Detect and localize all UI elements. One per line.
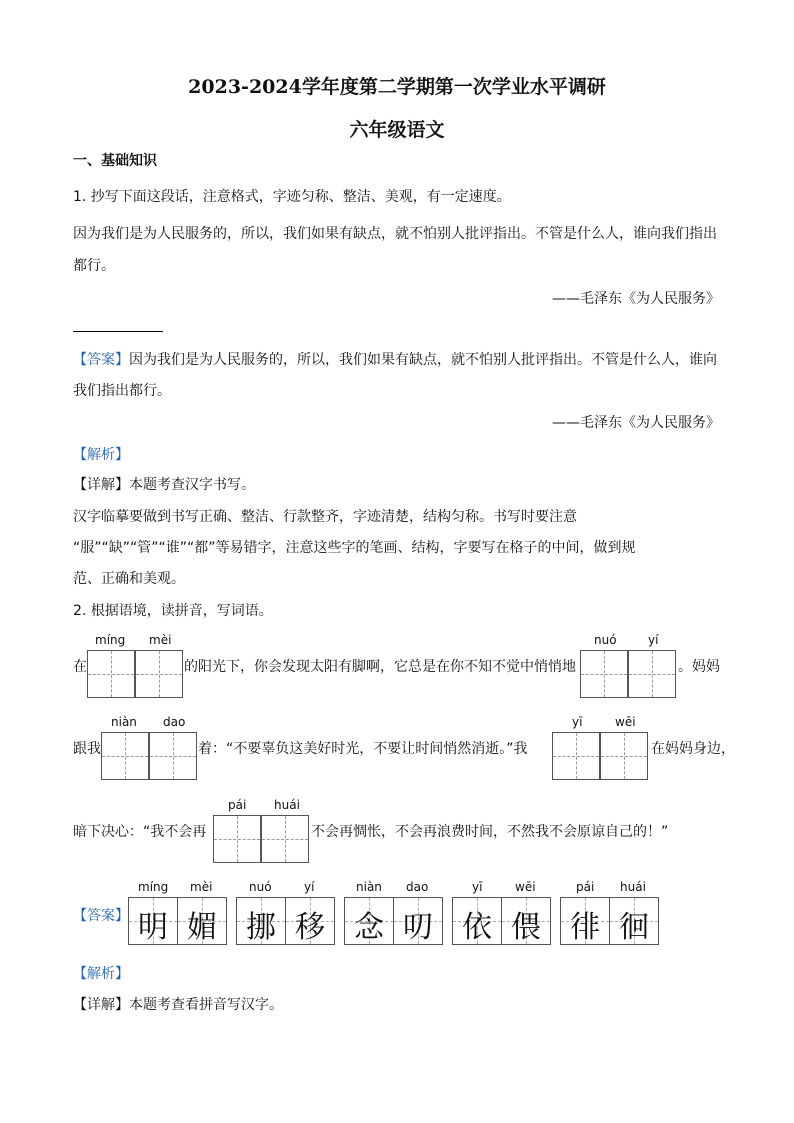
- write-box-ming[interactable]: [87, 650, 135, 698]
- pinyin-ming: míng: [95, 633, 126, 647]
- write-box-pai[interactable]: [213, 815, 261, 863]
- answer-pinyin-1a: míng: [138, 880, 169, 894]
- q2-answer-label: 【答案】: [73, 908, 129, 924]
- answer-char: 念: [354, 910, 384, 945]
- q2-detail: [73, 994, 283, 1014]
- q2-line1-a: 在: [73, 659, 87, 675]
- q2-line2-b: 着：“不要辜负这美好时光，不要让时间悄然消逝。”我: [198, 741, 528, 757]
- answer-box-5a: [560, 897, 610, 945]
- answer-box-2b: [285, 897, 335, 945]
- q1-answer-line2: 我们指出都行。: [73, 383, 171, 399]
- q1-passage-line2: 都行。: [73, 258, 115, 274]
- write-box-nian[interactable]: [101, 732, 149, 780]
- answer-divider: [73, 331, 163, 332]
- answer-pinyin-1b: mèi: [190, 880, 213, 894]
- answer-pinyin-3b: dao: [406, 880, 429, 894]
- answer-box-2a: [236, 897, 286, 945]
- answer-box-1b: [177, 897, 227, 945]
- pinyin-nian: niàn: [111, 715, 137, 729]
- answer-pinyin-4b: wēi: [515, 880, 536, 894]
- answer-pinyin-2b: yí: [304, 880, 315, 894]
- write-box-mei[interactable]: [135, 650, 183, 698]
- q2-analysis-label: 【解析】: [73, 966, 129, 982]
- write-box-wei[interactable]: [600, 732, 648, 780]
- answer-pinyin-5a: pái: [576, 880, 595, 894]
- answer-char: 移: [295, 910, 325, 945]
- pinyin-yi2: yī: [572, 715, 583, 729]
- q1-explain-line1: 汉字临摹要做到书写正确、整洁、行款整齐，字迹清楚，结构匀称。书写时要注意: [73, 509, 577, 525]
- detail-label: 【详解】: [73, 997, 129, 1013]
- answer-pinyin-4a: yī: [472, 880, 483, 894]
- q1-answer-source: ——毛泽东《为人民服务》: [552, 415, 720, 431]
- pinyin-pai: pái: [228, 798, 247, 812]
- pinyin-huai: huái: [274, 798, 300, 812]
- q1-source: ——毛泽东《为人民服务》: [552, 291, 720, 307]
- answer-char: 徊: [619, 910, 649, 945]
- page-subtitle: 六年级语文: [349, 119, 445, 141]
- q2-line1-b: 的阳光下，你会发现太阳有脚啊，它总是在你不知不觉中悄悄地: [184, 659, 576, 675]
- q1-explain-line3: 范、正确和美观。: [73, 571, 185, 587]
- answer-box-1a: [128, 897, 178, 945]
- q1-prompt: 1. 抄写下面这段话，注意格式，字迹匀称、整洁、美观，有一定速度。: [73, 189, 511, 205]
- pinyin-mei: mèi: [149, 633, 172, 647]
- q2-line3-b: 不会再惆怅，不会再浪费时间，不然我不会原谅自己的！”: [311, 824, 669, 840]
- q1-explain-line2: “服”“缺”“管”“谁”“都”等易错字，注意这些字的笔画、结构，字要写在格子的中间，做到规: [73, 540, 636, 556]
- answer-box-4b: [501, 897, 551, 945]
- analysis-label: 【解析】: [73, 447, 129, 463]
- answer-label: 【答案】: [73, 352, 129, 368]
- detail-text: 本题考查看拼音写汉字。: [129, 997, 283, 1013]
- detail-text: 本题考查汉字书写。: [129, 477, 255, 493]
- pinyin-wei: wēi: [615, 715, 636, 729]
- pinyin-yi: yí: [648, 633, 659, 647]
- write-box-huai[interactable]: [261, 815, 309, 863]
- section-heading: 一、基础知识: [73, 153, 157, 169]
- pinyin-dao: dao: [163, 715, 186, 729]
- q2-line2-a: 跟我: [73, 741, 101, 757]
- answer-box-3b: [393, 897, 443, 945]
- page-title: 2023-2024学年度第二学期第一次学业水平调研: [188, 76, 606, 98]
- answer-char: 挪: [246, 910, 276, 945]
- answer-pinyin-3a: niàn: [356, 880, 382, 894]
- q1-passage-line1: 因为我们是为人民服务的，所以，我们如果有缺点，就不怕别人批评指出。不管是什么人，谁向我们指出: [73, 226, 717, 242]
- write-box-dao[interactable]: [149, 732, 197, 780]
- answer-box-3a: [344, 897, 394, 945]
- write-box-nuo[interactable]: [580, 650, 628, 698]
- q2-line1-c: 。妈妈: [678, 659, 720, 675]
- detail-label: 【详解】: [73, 477, 129, 493]
- answer-char: 明: [138, 910, 168, 945]
- q2-line3-a: 暗下决心：“我不会再: [73, 824, 207, 840]
- answer-char: 叨: [403, 910, 433, 945]
- q1-detail: [73, 474, 255, 494]
- answer-box-5b: [609, 897, 659, 945]
- answer-pinyin-2a: nuó: [249, 880, 272, 894]
- write-box-yi[interactable]: [628, 650, 676, 698]
- q2-prompt: 2. 根据语境，读拼音，写词语。: [73, 603, 273, 619]
- answer-char: 媚: [187, 910, 217, 945]
- answer-box-4a: [452, 897, 502, 945]
- q1-answer-line1: [73, 349, 717, 369]
- answer-char: 徘: [570, 910, 600, 945]
- answer-char: 偎: [511, 910, 541, 945]
- answer-text: 因为我们是为人民服务的，所以，我们如果有缺点，就不怕别人批评指出。不管是什么人，谁向: [129, 352, 717, 368]
- answer-pinyin-5b: huái: [620, 880, 646, 894]
- q2-line2-c: 在妈妈身边，: [651, 741, 735, 757]
- write-box-yi2[interactable]: [552, 732, 600, 780]
- answer-char: 依: [462, 910, 492, 945]
- pinyin-nuo: nuó: [594, 633, 617, 647]
